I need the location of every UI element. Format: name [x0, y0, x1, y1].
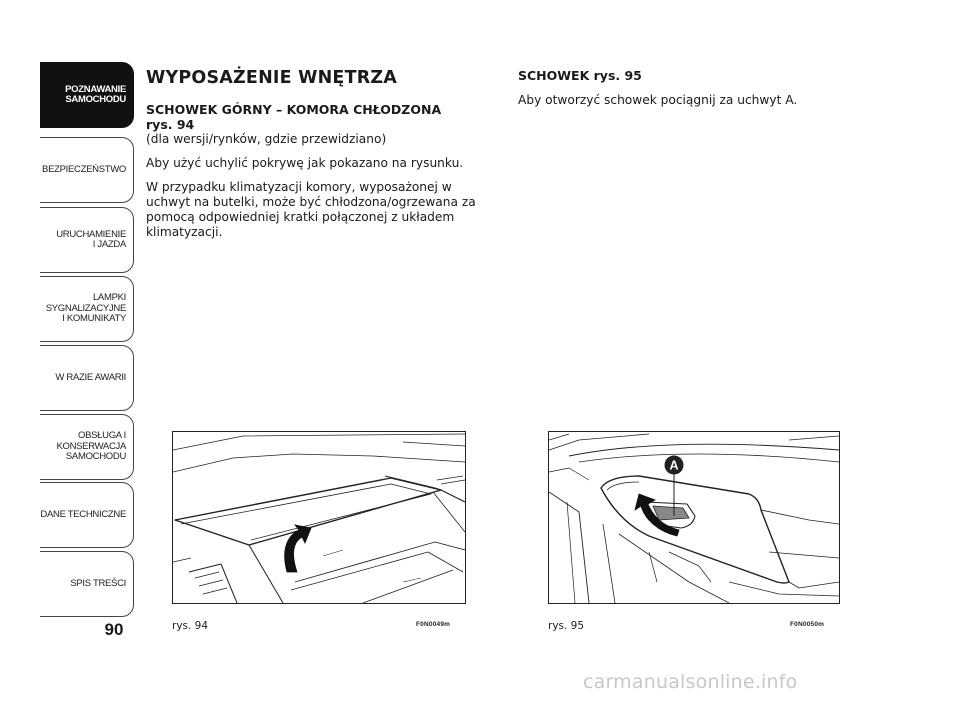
tab-bezpieczenstwo[interactable]: BEZPIECZEŃSTWO: [40, 137, 134, 203]
tab-dane-techniczne[interactable]: DANE TECHNICZNE: [40, 482, 134, 548]
upper-compartment-illustration: [173, 432, 465, 603]
paragraph-open-glovebox: Aby otworzyć schowek pociągnij za uchwyt A.: [518, 93, 798, 107]
tab-poznawanie-samochodu[interactable]: POZNAWANIE SAMOCHODU: [40, 62, 134, 128]
section-heading-glovebox: SCHOWEK rys. 95: [518, 68, 642, 83]
availability-note: (dla wersji/rynków, gdzie przewidziano): [146, 132, 387, 146]
section-heading-figure-ref: rys. 94: [146, 117, 195, 132]
tab-uruchamienie-i-jazda[interactable]: URUCHAMIENIE I JAZDA: [40, 207, 134, 273]
tab-w-razie-awarii[interactable]: W RAZIE AWARII: [40, 345, 134, 411]
tab-lampki-sygnalizacyjne[interactable]: LAMPKI SYGNALIZACYJNE I KOMUNIKATY: [40, 276, 134, 342]
figure-95-caption: rys. 95: [548, 620, 585, 632]
figure-upper-compartment: [172, 431, 466, 604]
figure-95-code: F0N0050m: [790, 621, 825, 628]
paragraph-open-lid: Aby użyć uchylić pokrywę jak pokazano na rysunku.: [146, 156, 464, 170]
tab-spis-tresci[interactable]: SPIS TREŚCI: [40, 551, 134, 617]
figure-glovebox: [548, 431, 840, 604]
page-title: WYPOSAŻENIE WNĘTRZA: [146, 68, 398, 88]
callout-a-label: A: [669, 458, 679, 473]
right-column: [518, 68, 858, 117]
figure-94-caption: rys. 94: [172, 620, 209, 632]
left-column: [146, 68, 494, 249]
tab-obsluga-i-konserwacja[interactable]: OBSŁUGA I KONSERWACJA SAMOCHODU: [40, 414, 134, 480]
glovebox-illustration: [549, 432, 839, 603]
watermark: carmanualsonline.info: [583, 671, 798, 693]
paragraph-climate: W przypadku klimatyzacji komory, wyposażonej w uchwyt na butelki, może być chłodzona/ogrzewana za pomocą odpowiedniej kratki połączonej z układem klimatyzacji.: [146, 180, 476, 239]
section-heading-upper-glovebox: SCHOWEK GÓRNY – KOMORA CHŁODZONA: [146, 102, 442, 117]
figure-94-code: F0N0049m: [416, 621, 451, 628]
page-number: 90: [104, 620, 124, 639]
